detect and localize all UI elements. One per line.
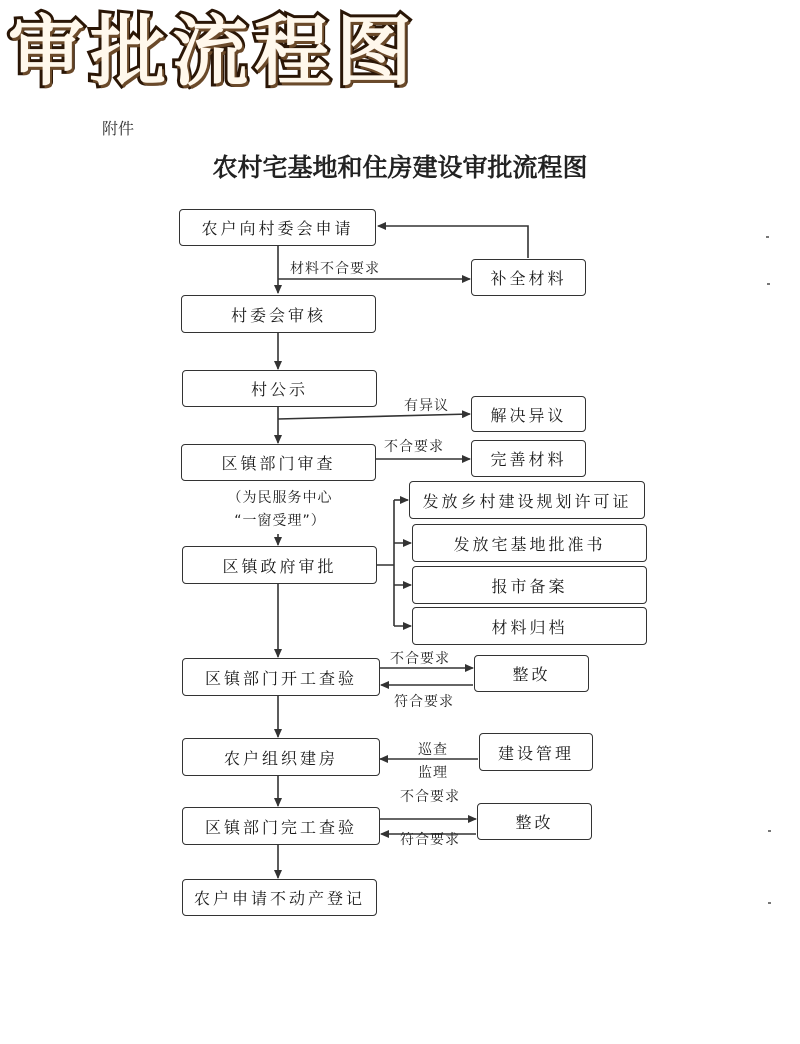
step-district-review: 区镇部门审查: [181, 444, 376, 481]
label-start-noncompliant: 不合要求: [390, 651, 450, 667]
scan-speck: [768, 830, 771, 832]
step-start-inspection: 区镇部门开工查验: [182, 658, 380, 696]
service-center-note-line-1: （为民服务中心: [227, 490, 333, 506]
step-rectify-2: 整改: [477, 803, 592, 840]
scan-speck: [767, 283, 770, 285]
label-materials-noncompliant: 材料不合要求: [290, 261, 380, 277]
arrow-supplement-back: [378, 226, 528, 258]
step-improve-materials: 完善材料: [471, 440, 586, 477]
label-district-noncompliant: 不合要求: [384, 439, 444, 455]
step-government-approval: 区镇政府审批: [182, 546, 377, 584]
document-title: 农村宅基地和住房建设审批流程图: [212, 153, 588, 182]
step-rectify-1: 整改: [474, 655, 589, 692]
output-homestead-approval: 发放宅基地批准书: [412, 524, 647, 562]
step-village-notice: 村公示: [182, 370, 377, 407]
label-has-objection: 有异议: [404, 398, 449, 414]
step-committee-review: 村委会审核: [181, 295, 376, 333]
label-completion-noncompliant: 不合要求: [400, 789, 460, 805]
banner-title: 审批流程图: [8, 7, 418, 96]
label-supervision: 监理: [418, 765, 448, 781]
step-build: 农户组织建房: [182, 738, 380, 776]
output-city-filing: 报市备案: [412, 566, 647, 604]
output-archive: 材料归档: [412, 607, 647, 645]
step-construction-management: 建设管理: [479, 733, 593, 771]
service-center-note-line-2: “一窗受理”）: [234, 513, 326, 529]
output-planning-permit: 发放乡村建设规划许可证: [409, 481, 645, 519]
label-completion-compliant: 符合要求: [400, 832, 460, 848]
step-supplement: 补全材料: [471, 259, 586, 296]
scan-speck: [766, 236, 769, 238]
step-register-property: 农户申请不动产登记: [182, 879, 377, 916]
attachment-label: 附件: [102, 119, 135, 138]
step-completion-inspection: 区镇部门完工查验: [182, 807, 380, 845]
scan-speck: [768, 902, 771, 904]
step-apply: 农户向村委会申请: [179, 209, 376, 246]
label-patrol: 巡查: [418, 742, 448, 758]
label-start-compliant: 符合要求: [394, 694, 454, 710]
step-resolve-objection: 解决异议: [471, 396, 586, 432]
